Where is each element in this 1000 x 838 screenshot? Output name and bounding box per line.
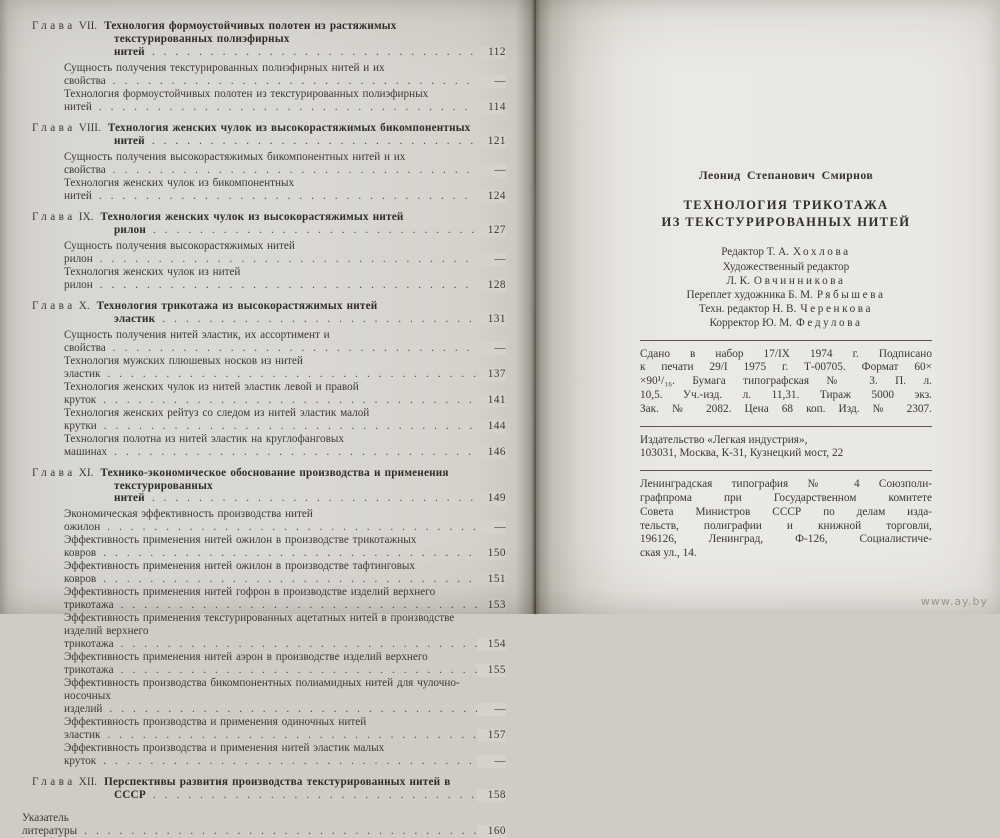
chapter-number: IX.: [78, 210, 94, 223]
credit-line: [640, 302, 932, 316]
toc-chapter-row: [32, 776, 506, 802]
credit-role: Техн. редактор Н. В.: [698, 303, 797, 316]
entry-title: Технология формоустойчивых полотен из растяжимых текстурированных полиэфирных нитей .....: [104, 20, 506, 58]
page-number: 150: [477, 547, 506, 560]
page-number: 144: [477, 420, 506, 433]
chapter-label-word: Глава: [32, 121, 76, 134]
page-number: 121: [477, 135, 506, 148]
toc-row: [64, 88, 506, 114]
entry-title: Технология женских чулок из нитей рилон .....: [64, 266, 506, 291]
entry-title: Эффективность производства и применения нитей эластик малых круток .....: [64, 742, 506, 767]
chapter-label: [32, 467, 100, 479]
page-number: 112: [477, 46, 506, 59]
entry-title: Технология женских чулок из высокорастяжимых бикомпонентных нитей .....: [108, 122, 506, 147]
toc-row: [64, 677, 506, 716]
toc-row: [64, 433, 506, 459]
chapter-number: XI.: [78, 466, 94, 479]
toc-row: [64, 716, 506, 742]
entry-title: Технология формоустойчивых полотен из текстурированных полиэфирных нитей .....: [64, 88, 506, 113]
page-number: 155: [477, 664, 506, 677]
page-number: 141: [477, 394, 506, 407]
entry-title: Экономическая эффективность производства нитей ожилон .....: [64, 508, 506, 533]
credit-line: [640, 245, 932, 259]
toc-row: [64, 240, 506, 266]
divider-rule: [640, 470, 932, 471]
imprint-line: Сдано в набор 17/IX 1974 г. Подписано: [640, 347, 932, 360]
entry-title: Сущность получения высокорастяжимых нитей рилон .....: [64, 240, 506, 265]
entry-title: Сущность получения высокорастяжимых бикомпонентных нитей и их свойства .....: [64, 151, 506, 176]
credits-block: [640, 245, 932, 330]
credit-surname: Рябышева: [816, 289, 886, 302]
chapter-label-word: Глава: [32, 210, 76, 223]
toc-row: [64, 177, 506, 203]
chapter-label: [32, 122, 108, 134]
toc-row: [64, 381, 506, 407]
entry-title: Технология мужских плюшевых носков из нитей эластик .....: [64, 355, 506, 380]
imprint-line: 10,5. Уч.-изд. л. 11,31. Тираж 5000 экз.: [640, 389, 932, 402]
printer-line: ская ул., 14.: [640, 547, 697, 560]
toc-row: [64, 62, 506, 88]
entry-title: Технология полотна из нитей эластик на круглофанговых машинах .....: [64, 433, 506, 458]
credit-line: [640, 288, 932, 302]
toc-chapter-row: [32, 20, 506, 59]
page-number: —: [477, 253, 506, 266]
toc-row: [22, 812, 506, 838]
page-number: —: [477, 703, 506, 716]
entry-title: Эффективность производства бикомпонентных полиамидных нитей для чулочно-носочных изделий .....: [64, 677, 506, 715]
page-number: 124: [477, 190, 506, 203]
page-number: —: [477, 342, 506, 355]
imprint-line: Зак. № 2082. Цена 68 коп. Изд. № 2307.: [640, 402, 932, 415]
chapter-label-word: Глава: [32, 466, 76, 479]
author-line: Леонид Степанович Смирнов: [698, 168, 874, 182]
book-title-line-2: ИЗ ТЕКСТУРИРОВАННЫХ НИТЕЙ: [661, 215, 911, 230]
page-number: —: [477, 521, 506, 534]
divider-rule: [640, 426, 932, 427]
toc-row: [64, 508, 506, 534]
entry-title: Технология трикотажа из высокорастяжимых нитей эластик .....: [97, 300, 506, 325]
publisher-block: [640, 434, 932, 462]
chapter-label-word: Глава: [32, 20, 76, 32]
toc-chapter-row: [32, 211, 506, 237]
chapter-label: [32, 20, 104, 32]
entry-title: Эффективность применения нитей ожилон в производстве трикотажных ковров .....: [64, 534, 506, 559]
page-number: —: [477, 75, 506, 88]
page-number: —: [477, 755, 506, 768]
toc-chapter-row: [32, 300, 506, 326]
book-title: [640, 197, 932, 231]
page-number: 157: [477, 729, 506, 742]
page-number: 128: [477, 279, 506, 292]
chapter-label: [32, 776, 104, 788]
credit-surname: Черенкова: [800, 303, 874, 316]
page-number: 153: [477, 599, 506, 612]
toc-row: [64, 329, 506, 355]
toc-row: [64, 651, 506, 677]
toc-chapter-row: [32, 122, 506, 148]
entry-title: Сущность получения текстурированных полиэфирных нитей и их свойства .....: [64, 62, 506, 87]
chapter-label: [32, 300, 97, 312]
printer-line: Совета Министров СССР по делам изда-: [640, 505, 932, 518]
printer-line: Ленинградская типография № 4 Союзполи-: [640, 478, 932, 491]
entry-title: Сущность получения нитей эластик, их ассортимент и свойства .....: [64, 329, 506, 354]
toc-row: [64, 355, 506, 381]
credit-role: Редактор Т. А.: [721, 246, 789, 259]
credit-line: [640, 274, 932, 288]
credit-role: Л. К.: [726, 274, 750, 287]
credit-line: [640, 316, 932, 330]
toc-row: [64, 266, 506, 292]
entry-title: Перспективы развития производства текстурированных нитей в СССР .....: [104, 776, 506, 801]
page-number: 149: [477, 492, 506, 505]
toc-row: [64, 586, 506, 612]
page-number: 146: [477, 446, 506, 459]
entry-title: Эффективность применения текстурированных ацетатных нитей в производстве изделий верхнего трикотажа .....: [64, 612, 506, 650]
toc-row: [64, 534, 506, 560]
toc-chapter-row: [32, 467, 506, 506]
page-number: —: [477, 164, 506, 177]
right-page: [536, 0, 1000, 614]
entry-title: Эффективность применения нитей ожилон в производстве тафтинговых ковров .....: [64, 560, 506, 585]
toc-row: [64, 742, 506, 768]
page-number: 127: [477, 224, 506, 237]
entry-title: Технология женских чулок из нитей эластик левой и правой круток .....: [64, 381, 506, 406]
printer-line: 196126, Ленинград, Ф-126, Социалистиче-: [640, 533, 932, 546]
page-number: 160: [477, 825, 506, 838]
publisher-line: Издательство «Легкая индустрия»,: [640, 433, 808, 446]
credit-surname: Овчинникова: [753, 274, 846, 287]
page-number: 114: [477, 101, 506, 114]
imprint-line: к печати 29/I 1975 г. Т-00705. Формат 60×: [640, 361, 932, 374]
page-number: 151: [477, 573, 506, 586]
credit-role: Переплет художника Б. М.: [686, 289, 813, 302]
toc-row: [64, 151, 506, 177]
chapter-label: [32, 211, 100, 223]
printer-block: [640, 478, 932, 561]
colophon: [640, 0, 932, 561]
imprint-line: ×90¹/₁₆. Бумага типографская № 3. П. л.: [640, 375, 932, 388]
entry-title: Технология женских чулок из бикомпонентных нитей .....: [64, 177, 506, 202]
chapter-number: X.: [78, 299, 90, 312]
credit-surname: Федулова: [795, 317, 863, 330]
toc-row: [64, 407, 506, 433]
credit-surname: Хохлова: [792, 246, 851, 259]
entry-title: Эффективность применения нитей гофрон в производстве изделий верхнего трикотажа .....: [64, 586, 506, 611]
divider-rule: [640, 340, 932, 341]
credit-role: Корректор Ю. М.: [709, 317, 792, 330]
chapter-label-word: Глава: [32, 299, 76, 312]
page-number: 158: [477, 789, 506, 802]
imprint-block: [640, 348, 932, 417]
page-number: 154: [477, 638, 506, 651]
chapter-number: VII.: [78, 20, 98, 32]
credit-role: Художественный редактор: [722, 260, 850, 273]
entry-title: Технико-экономическое обоснование производства и применения текстурированных нитей .....: [100, 467, 506, 505]
credit-line: [640, 260, 932, 274]
toc-row: [64, 612, 506, 651]
printer-line: графпрома при Государственном комитете: [640, 491, 932, 504]
watermark: www.ay.by: [920, 595, 988, 608]
entry-title: Эффективность применения нитей аэрон в производстве изделий верхнего трикотажа .....: [64, 651, 506, 676]
page-number: 137: [477, 368, 506, 381]
book-title-line-1: ТЕХНОЛОГИЯ ТРИКОТАЖА: [683, 198, 889, 213]
page-number: 131: [477, 313, 506, 326]
printer-line: тельств, полиграфии и книжной торговли,: [640, 519, 932, 532]
chapter-number: XII.: [78, 776, 98, 789]
entry-title: Эффективность производства и применения одиночных нитей эластик .....: [64, 716, 506, 741]
entry-title: Технология женских чулок из высокорастяжимых нитей рилон .....: [100, 211, 506, 236]
entry-title: Указатель литературы .....: [22, 812, 506, 837]
entry-title: Технология женских рейтуз со следом из нитей эластик малой крутки .....: [64, 407, 506, 432]
publisher-line: 103031, Москва, К-31, Кузнецкий мост, 22: [640, 447, 844, 460]
chapter-label-word: Глава: [32, 776, 76, 789]
chapter-number: VIII.: [78, 121, 101, 134]
toc-row: [64, 560, 506, 586]
